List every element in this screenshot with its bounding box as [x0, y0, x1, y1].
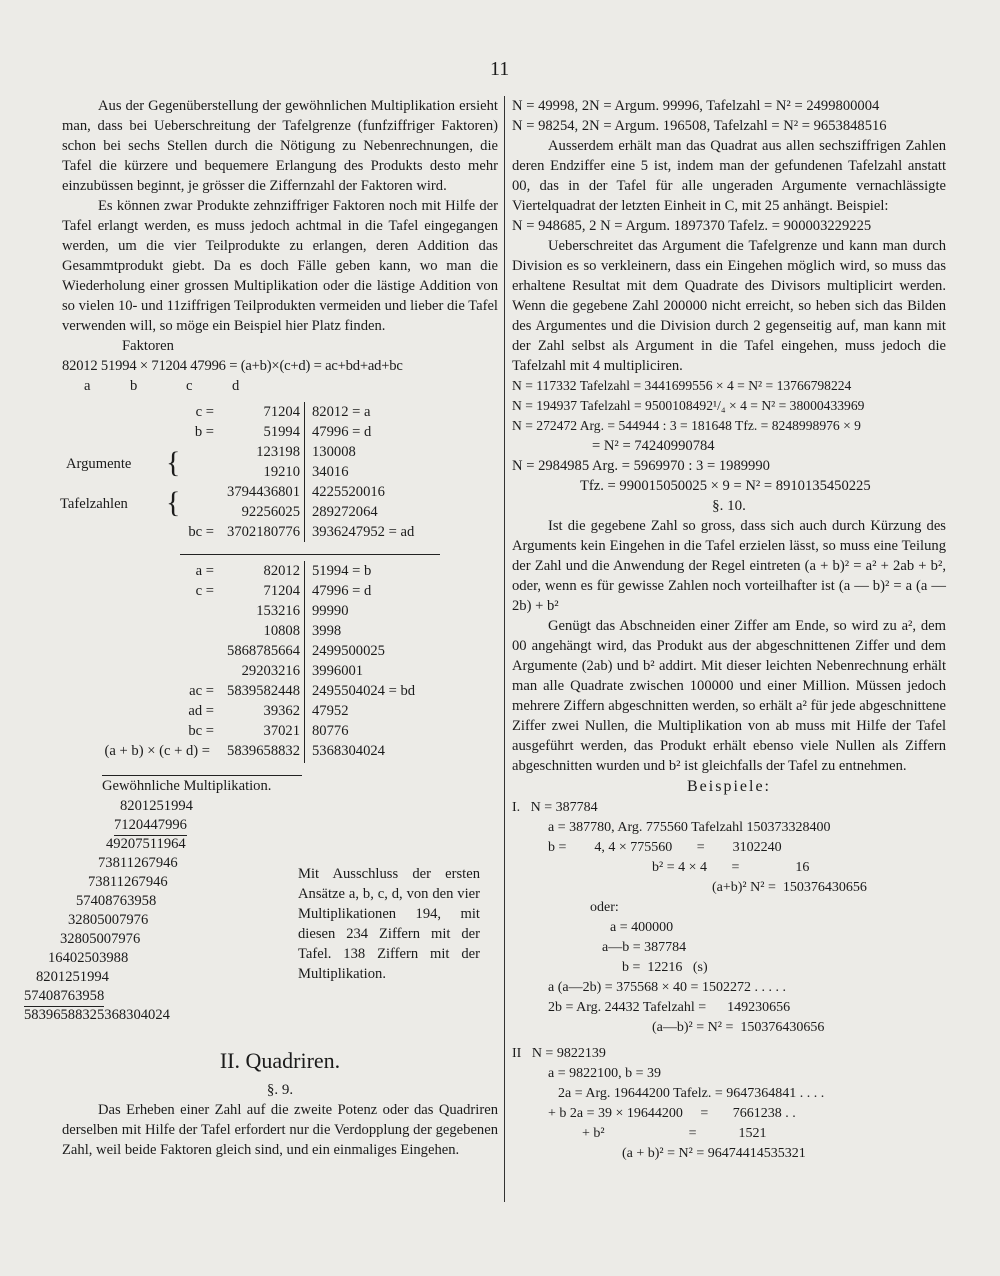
faktoren-letters: [62, 376, 498, 396]
example-line: a (a—2b) = 375568 × 40 = 1502272 . . . . .: [548, 980, 786, 995]
right-value: 2495504024 = bd: [312, 683, 416, 699]
row-label: a =: [195, 563, 214, 579]
example-line: a = 400000: [610, 920, 674, 935]
table-row: [62, 701, 492, 721]
formula-line-3: N = 117332 Tafelzahl = 3441699556 × 4 = N² = 13766798224: [512, 378, 852, 393]
row-label: ac =: [189, 683, 214, 699]
table-row: [62, 522, 492, 542]
formula-line-7: N = 2984985 Arg. = 5969970 : 3 = 1989990: [512, 458, 770, 474]
right-value: 99990: [312, 603, 349, 619]
example-line: I. N = 387784: [512, 800, 598, 815]
left-value: 71204: [263, 404, 300, 420]
example-line: a = 9822100, b = 39: [548, 1066, 662, 1081]
left-value: 29203216: [241, 663, 300, 679]
example-line: II N = 9822139: [512, 1046, 606, 1061]
example-line: (a—b)² = N² = 150376430656: [652, 1020, 825, 1035]
formula-line-1: N = 49998, 2N = Argum. 99996, Tafelzahl = N² = 2499800004: [512, 98, 880, 114]
table-row: [62, 601, 492, 621]
left-value: 123198: [256, 444, 300, 460]
left-paragraph-3: Das Erheben einer Zahl auf die zweite Potenz oder das Quadriren derselben mit Hilfe der Tafel erfordert nur die Verdopplung der gegebenen Zahl, weil beide Faktoren gleich sind, und ein einmaliges Eingehen.: [62, 1102, 498, 1158]
example-line: a—b = 387784: [602, 940, 687, 955]
table-separator: [180, 554, 440, 555]
example-line: 2a = Arg. 19644200 Tafelz. = 9647364841 . . . .: [558, 1086, 825, 1101]
example-line: b = 12216 (s): [622, 960, 708, 975]
example-line: + b 2a = 39 × 19644200 = 7661238 . .: [548, 1106, 796, 1121]
mult-line: 7120447996: [114, 815, 187, 836]
section-9: §. 9.: [266, 1082, 294, 1098]
right-value: 47996 = d: [312, 424, 372, 440]
right-value: 289272064: [312, 504, 378, 520]
table-row: [62, 641, 492, 661]
example-line: 2b = Arg. 24432 Tafelzahl = 149230656: [548, 1000, 791, 1015]
left-value: 92256025: [241, 504, 300, 520]
table-row: [62, 721, 492, 741]
right-paragraph-1: Ausserdem erhält man das Quadrat aus allen sechsziffrigen Zahlen deren Endziffer eine 5 ist, indem man der gefundenen Tafelzahl anstatt 00, das in der Tafel für alle ungeraden Argumente vernachlässigte Viertelquadrat der letzten Einheit in C, mit 25 anhängt. Beispiel:: [512, 138, 946, 214]
mult-line: 16402503988: [48, 950, 129, 966]
right-value: 3936247952 = ad: [312, 524, 415, 540]
table-row: [62, 502, 492, 522]
formula-line-6: = N² = 74240990784: [592, 438, 715, 454]
row-label: bc =: [188, 524, 214, 540]
table-row: [62, 621, 492, 641]
example-line: b = 4, 4 × 775560 = 3102240: [548, 840, 782, 855]
right-value: 82012 = a: [312, 404, 371, 420]
left-value: 5839582448: [227, 683, 300, 699]
right-value: 47952: [312, 703, 349, 719]
example-line: (a+b)² N² = 150376430656: [712, 880, 867, 895]
formula-line-5: N = 272472 Arg. = 544944 : 3 = 181648 Tfz. = 8248998976 × 9: [512, 418, 861, 433]
mult-line: 8201251994: [120, 798, 193, 814]
row-label: b =: [194, 424, 214, 440]
gewoehnliche-label: Gewöhnliche Multiplikation.: [102, 778, 272, 794]
example-line: + b² = 1521: [582, 1126, 767, 1141]
table-row: [62, 402, 492, 422]
tafelzahlen-label: Tafelzahlen: [60, 496, 128, 512]
mult-line: 57408763958: [24, 986, 104, 1007]
table-row: [62, 462, 492, 482]
right-value: 47996 = d: [312, 583, 372, 599]
mult-line: 57408763958: [76, 893, 157, 909]
row-label: c =: [195, 404, 214, 420]
table-row: [62, 741, 492, 761]
table-row: [62, 482, 492, 502]
calc-table-2: [62, 561, 498, 769]
section-10: §. 10.: [712, 498, 746, 514]
left-value: 19210: [263, 464, 300, 480]
left-value: 3702180776: [227, 524, 300, 540]
left-value: 71204: [263, 583, 300, 599]
mult-line: 8201251994: [36, 969, 109, 985]
table-row: [62, 581, 492, 601]
formula-line-2: N = 98254, 2N = Argum. 196508, Tafelzahl = N² = 9653848516: [512, 118, 887, 134]
right-paragraph-4: Genügt das Abschneiden einer Ziffer am Ende, so wird zu a², dem 00 angehängt wird, das Produkt aus der abgeschnittenen Ziffer und dem Argumente (2ab) und b² addirt. Mit dieser leichten Nebenrechnung erhält man alle Quadrate zwischen 100000 und einer Million. Müssen jedoch mehrere Ziffern abgeschnitten werden, so erhält a² für jede abgeschnittene Ziffer zwei Nullen, die Multiplikation von ab muss mit Hilfe der Tafel ausgeführt werden, das Produkt erhält ebenso viele Nullen als Ziffern abgeschnitten wurden und b² ist gleichfalls der Tafel zu entnehmen.: [512, 618, 946, 774]
letter-b: b: [130, 378, 138, 394]
left-value: 153216: [256, 603, 300, 619]
table-row: [62, 681, 492, 701]
row-label: (a + b) × (c + d) =: [104, 743, 210, 759]
example-line: oder:: [590, 900, 619, 915]
right-value: 3998: [312, 623, 342, 639]
formula-line-8: Tfz. = 990015050025 × 9 = N² = 8910135450225: [580, 478, 871, 494]
faktoren-label: Faktoren: [122, 338, 174, 354]
right-value: 2499500025: [312, 643, 385, 659]
letter-c: c: [186, 378, 193, 394]
faktoren-line: 82012 51994 × 71204 47996 = (a+b)×(c+d) = ac+bd+ad+bc: [62, 358, 403, 374]
left-column: [24, 96, 498, 1160]
calc-table-1: { { Argumente Tafelzahlen c = 71204 82012 = a b = 51994 47996 = d 123198 130008 19210 34016 3794436801 4225520016 92256025 289272064 bc = 3702180776 3936247952 = ad: [62, 402, 498, 550]
right-column: [512, 96, 946, 1164]
example-line: (a + b)² = N² = 96474414535321: [622, 1146, 806, 1161]
right-value: 51994 = b: [312, 563, 372, 579]
left-value: 51994: [263, 424, 300, 440]
letter-d: d: [232, 378, 240, 394]
letter-a: a: [84, 378, 91, 394]
column-divider: [504, 96, 505, 1202]
left-value: 37021: [263, 723, 300, 739]
left-value: 5868785664: [227, 643, 300, 659]
heading-quadriren: II. Quadriren.: [219, 1048, 341, 1073]
row-label: bc =: [188, 723, 214, 739]
right-value: 5368304024: [312, 743, 385, 759]
mult-line: 49207511964: [106, 836, 186, 852]
mult-line: 73811267946: [98, 855, 178, 871]
table-row: [62, 442, 492, 462]
right-value: 34016: [312, 464, 349, 480]
right-paragraph-2: Ueberschreitet das Argument die Tafelgrenze und kann man durch Division es so verkleinern, dass ein Eingehen möglich wird, so muss das erhaltene Resultat mit dem Quadrate des Divisors multiplicirt werden. Wenn die gegebene Zahl 200000 nicht erreicht, so heben sich das Bilden des Argumentes und die Division durch 2 gegenseitig auf, man kann mit der Zahl selbst als Argument in die Tafel eingehen, muss jedoch die Tafelzahl mit 4 multipliciren.: [512, 238, 946, 374]
multiplication-note: Mit Ausschluss der ersten Ansätze a, b, c, d, von den vier Multiplikationen 194, mit diesen 234 Ziffern mit der Tafel. 138 Ziffern mit der Multiplikation.: [298, 866, 480, 982]
left-value: 82012: [263, 563, 300, 579]
right-paragraph-3: Ist die gegebene Zahl so gross, dass sich auch durch Kürzung des Arguments kein Eingehen in die Tafel erzielen lässt, so muss eine Teilung der Zahl und die Anwendung der Regel eintreten (a + b)² = a² + 2ab + b², oder, wenn es für gewisse Zahlen noch vorteilhafter ist (a — b)² = a (a — 2b) + b²: [512, 518, 946, 614]
example-1-block: [512, 798, 946, 1038]
table-row: [62, 661, 492, 681]
left-value: 39362: [263, 703, 300, 719]
right-value: 3996001: [312, 663, 364, 679]
example-line: N = 948685, 2 N = Argum. 1897370 Tafelz. = 900003229225: [512, 218, 872, 234]
page-number: 11: [490, 58, 510, 80]
left-value: 10808: [263, 623, 300, 639]
example-line: a = 387780, Arg. 775560 Tafelzahl 150373328400: [548, 820, 831, 835]
mult-line: 32805007976: [68, 912, 149, 928]
table-row: [62, 422, 492, 442]
left-paragraph-1: Aus der Gegenüberstellung der gewöhnlichen Multiplikation ersieht man, dass bei Ueberschreitung der Tafelgrenze (funfziffriger Faktoren) schon bei sechs Stellen durch die Nötigung zu Nebenrechnungen, die Tafel die kürzere und bequemere Erlangung des Produkts desto mehr einzubüssen beginnt, je grösser die Ziffernzahl der Faktoren wird.: [62, 98, 498, 194]
mult-line: 32805007976: [60, 931, 141, 947]
argumente-label: Argumente: [66, 456, 132, 472]
right-value: 80776: [312, 723, 349, 739]
row-label: c =: [195, 583, 214, 599]
left-paragraph-2: Es können zwar Produkte zehnziffriger Faktoren noch mit Hilfe der Tafel erlangt werden, es muss jedoch achtmal in die Tafel eingegangen werden, um die vier Teilprodukte zu erlangen, deren Addition das Gesammtprodukt giebt. Da es doch Fälle geben kann, wo man die Wiederholung einer grossen Multiplikation oder die lästige Addition von so vielen 10- und 11ziffrigen Teilprodukten vermeiden und lieber die Tafel verwenden will, so möge ein Beispiel hier Platz finden.: [62, 198, 498, 334]
right-value: 4225520016: [312, 484, 385, 500]
example-2-block: [512, 1044, 946, 1164]
right-value: 130008: [312, 444, 356, 460]
left-value: 3794436801: [227, 484, 300, 500]
row-label: ad =: [188, 703, 214, 719]
left-value: 5839658832: [227, 743, 300, 759]
formula-line-4: N = 194937 Tafelzahl = 9500108492¹/₄ × 4 = N² = 38000433969: [512, 398, 865, 413]
example-line: b² = 4 × 4 = 16: [652, 860, 810, 875]
beispiele-heading: Beispiele:: [687, 778, 771, 795]
mult-line: 73811267946: [88, 874, 168, 890]
table-row: [62, 561, 492, 581]
mult-line: 58396588325368304024: [24, 1007, 170, 1023]
